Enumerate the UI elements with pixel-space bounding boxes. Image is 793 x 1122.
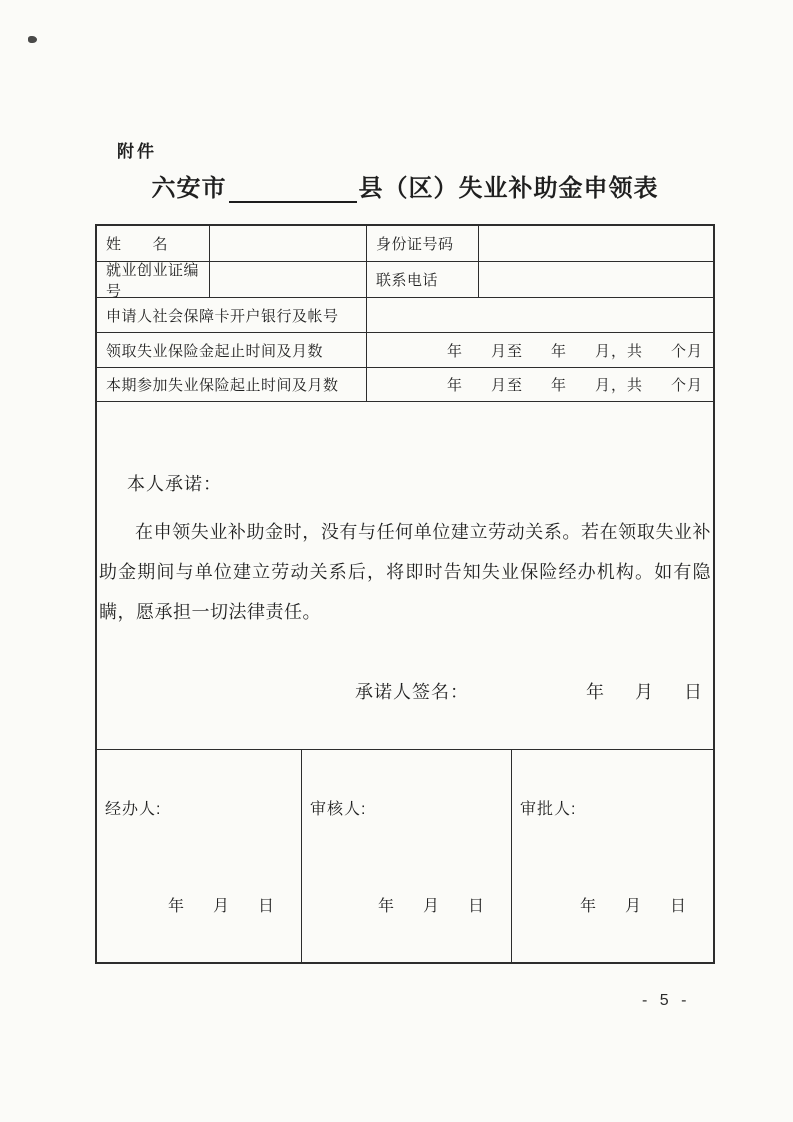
period-months-unit: 个月 [670,342,703,360]
page-number: - 5 - [642,992,691,1009]
reviewer-label: 审核人: [310,801,367,818]
period-month-total: 月，共 [594,377,643,394]
id-number-label: 身份证号码 [367,226,479,261]
table-row-receive-period [97,333,713,368]
signature-date [586,678,713,704]
handler-label: 经办人: [105,801,162,818]
commitment-signature-line [97,678,713,704]
handler-date [97,893,301,916]
commitment-heading: 本人承诺： [127,474,222,494]
commitment-row [97,402,713,750]
commitment-cell [97,402,713,749]
period-year-from: 年 [447,377,464,394]
phone-value-cell [479,262,713,297]
date-month-label: 月 [212,898,230,915]
date-year-label: 年 [579,898,597,915]
reviewer-cell [302,750,512,962]
attachment-label: 附件 [117,142,157,161]
date-year-label: 年 [167,898,185,915]
table-row-cert-phone [97,262,713,298]
application-table [95,224,715,964]
id-number-value-cell [479,226,713,261]
receive-period-value-cell [367,333,713,367]
insured-period-label: 本期参加失业保险起止时间及月数 [97,368,367,401]
handler-cell [97,750,302,962]
period-year-to: 年 [550,342,567,360]
employment-cert-label: 就业创业证编号 [97,262,210,297]
period-year-from: 年 [447,342,464,360]
reviewer-date [302,893,511,916]
date-month-label: 月 [624,898,642,915]
period-year-to: 年 [550,377,567,394]
signer-label: 承诺人签名： [355,682,469,702]
phone-label: 联系电话 [367,262,479,297]
date-day-label: 日 [684,682,703,702]
bank-account-value-cell [367,298,713,332]
period-month-to: 月至 [490,342,523,360]
form-title-city: 六安市 [151,175,227,202]
date-month-label: 月 [635,682,654,702]
approver-cell [512,750,713,962]
approver-date [512,893,713,916]
commitment-body-text: 在申领失业补助金时，没有与任何单位建立劳动关系。若在领取失业补助金期间与单位建立劳动关系后，将即时告知失业保险经办机构。如有隐瞒，愿承担一切法律责任。 [99,522,711,622]
insured-period-value-cell [367,368,713,401]
date-year-label: 年 [377,898,395,915]
receive-period-label: 领取失业保险金起止时间及月数 [97,333,367,367]
approver-label: 审批人: [520,801,577,818]
table-row-name-id [97,226,713,262]
title-blank-underline [229,176,357,203]
approval-row [97,750,713,962]
form-title-rest: 县（区）失业补助金申领表 [358,175,659,202]
period-month-total: 月，共 [594,342,643,360]
name-label: 姓 名 [97,226,210,261]
name-value-cell [210,226,367,261]
date-year-label: 年 [586,682,605,702]
date-month-label: 月 [422,898,440,915]
bank-account-label: 申请人社会保障卡开户银行及帐号 [97,298,367,332]
period-months-unit: 个月 [670,377,703,394]
table-row-insured-period [97,368,713,402]
form-title [95,168,715,203]
date-day-label: 日 [257,898,275,915]
period-month-to: 月至 [490,377,523,394]
date-day-label: 日 [467,898,485,915]
date-day-label: 日 [669,898,687,915]
scan-artifact [28,36,37,43]
table-row-bank [97,298,713,333]
employment-cert-value-cell [210,262,367,297]
